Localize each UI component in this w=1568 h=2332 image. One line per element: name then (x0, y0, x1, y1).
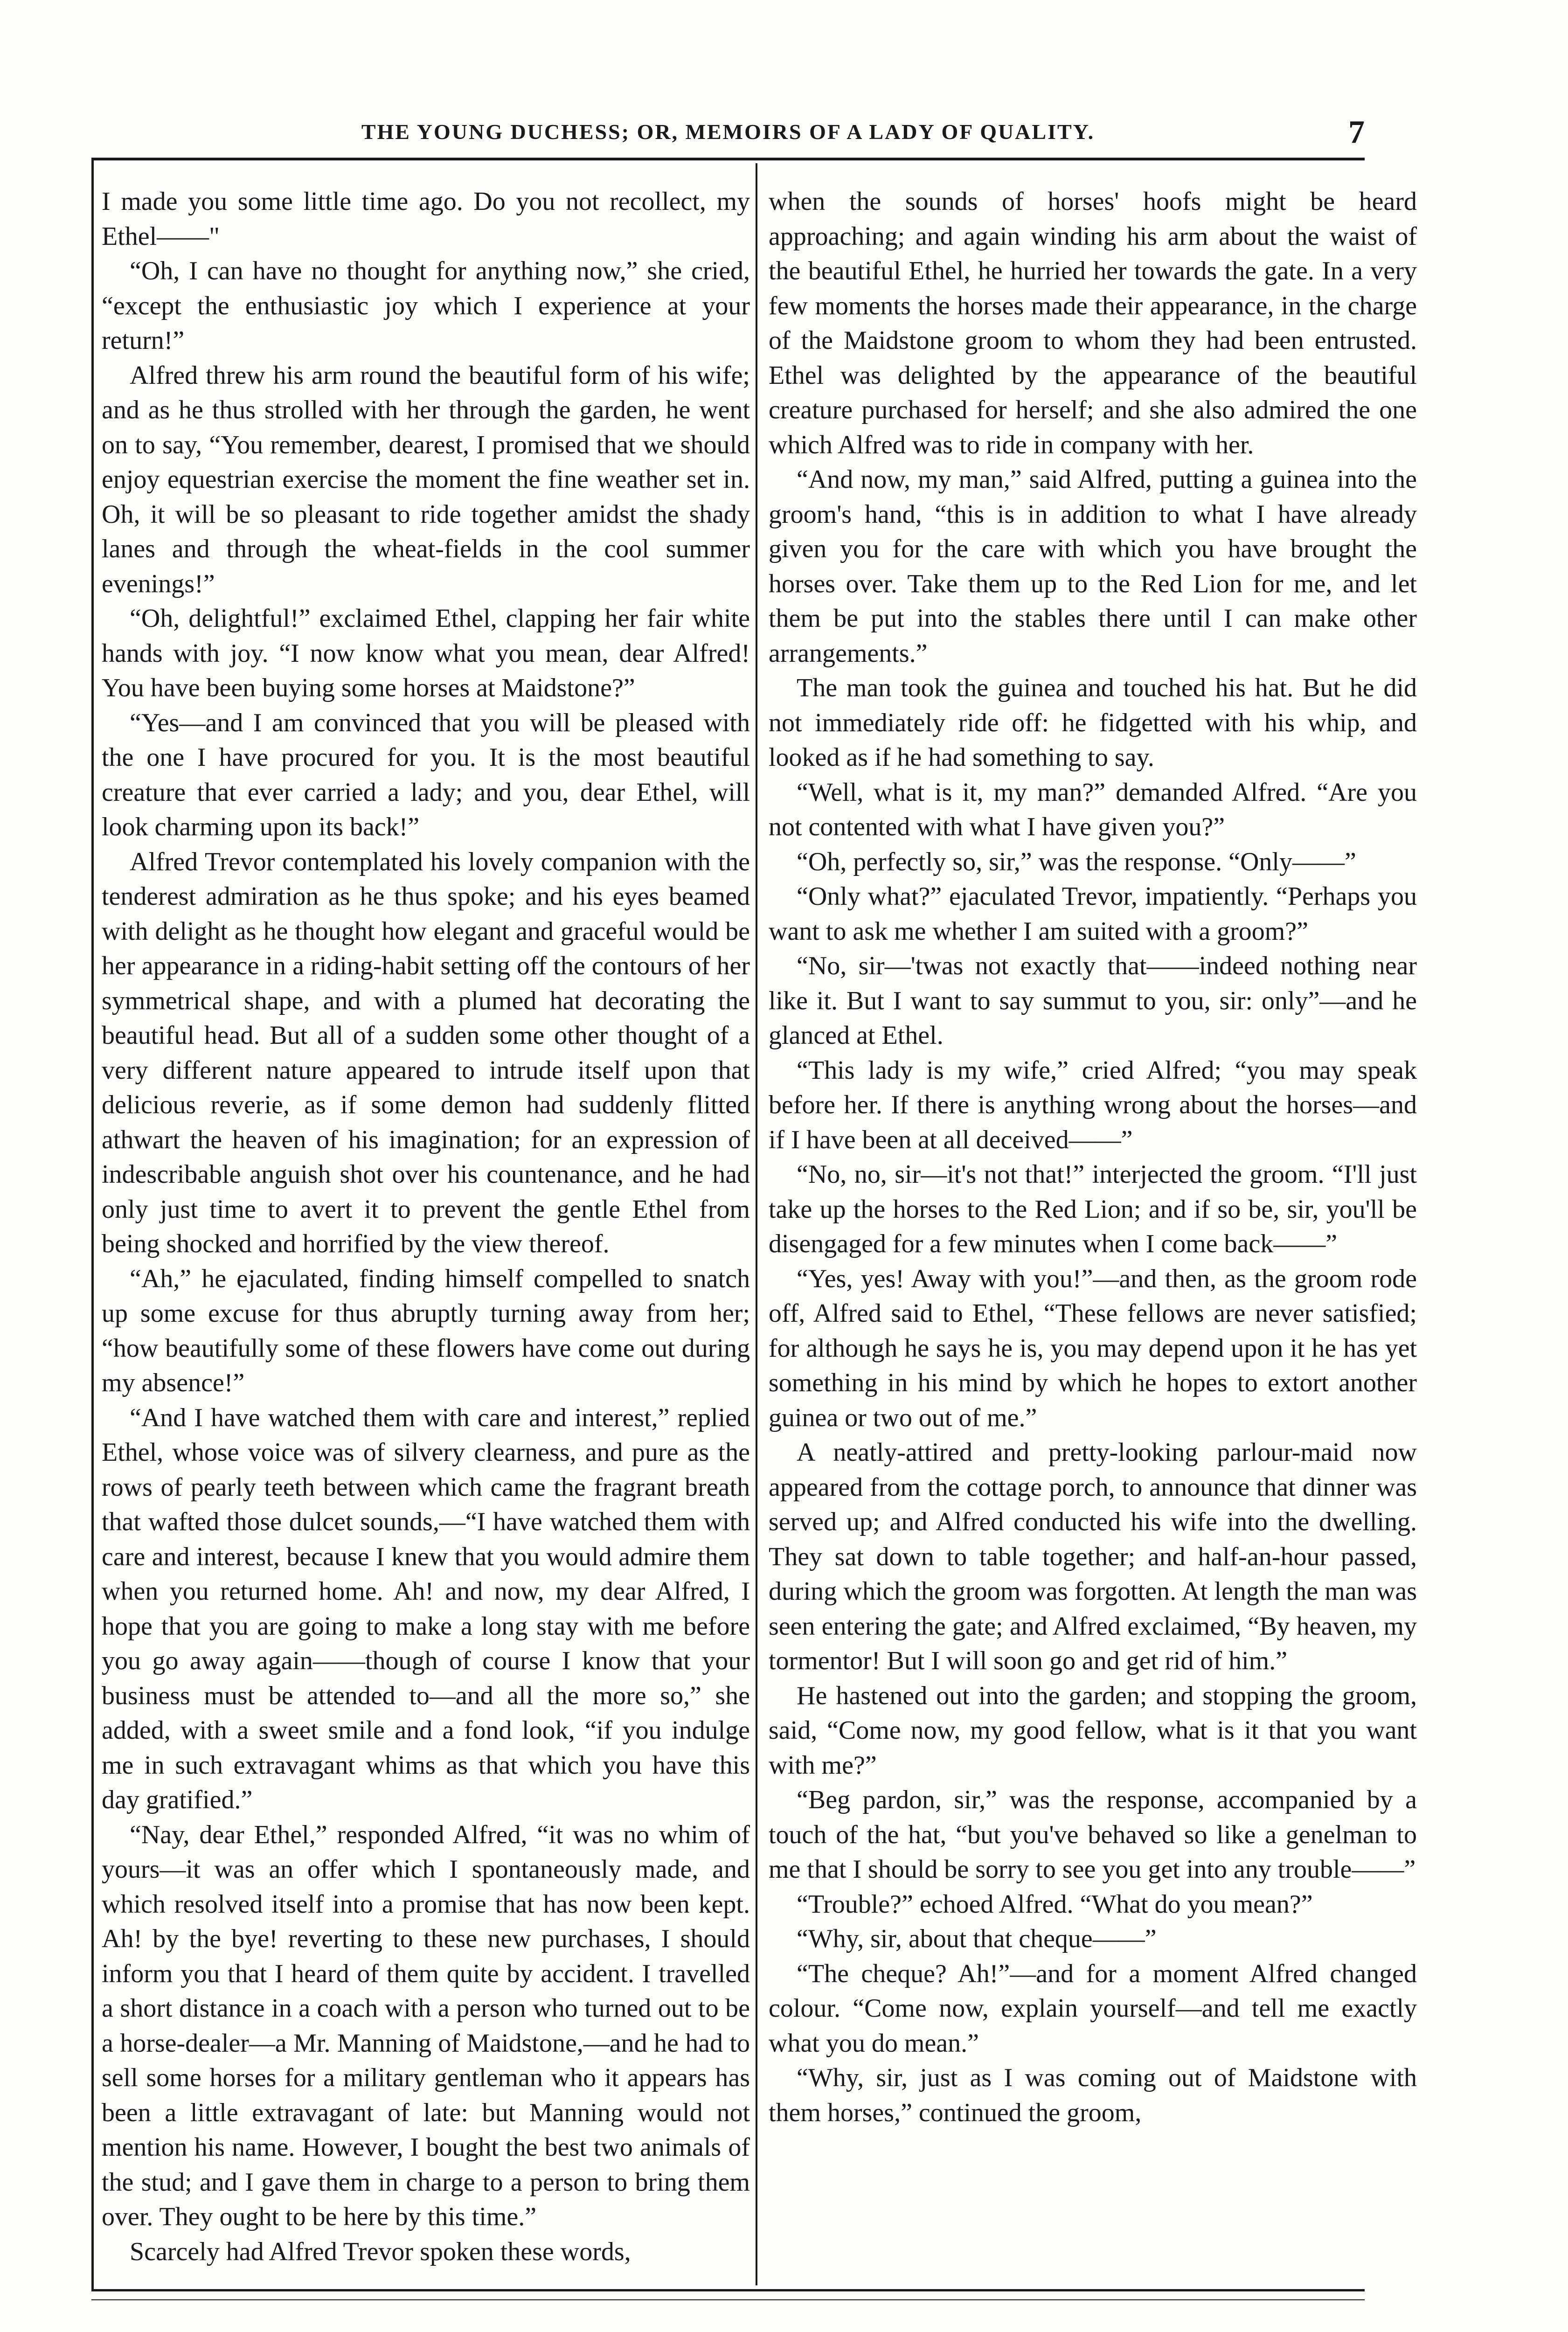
paragraph: “The cheque? Ah!”—and for a moment Alfred changed colour. “Come now, explain yourself—and tell me exactly what you do mean.” (769, 1959, 1417, 2058)
paragraph: “Why, sir, just as I was coming out of Maidstone with them horses,” continued the groom, (769, 2063, 1417, 2127)
left-column (102, 184, 750, 2269)
paragraph: He hastened out into the garden; and stopping the groom, said, “Come now, my good fellow, what is it that you want with me?” (769, 1681, 1417, 1780)
bottom-rule (91, 2289, 1365, 2291)
paragraph: “Only what?” ejaculated Trevor, impatiently. “Perhaps you want to ask me whether I am suited with a groom?” (769, 882, 1417, 946)
left-rule (91, 158, 94, 2289)
right-column (769, 184, 1417, 2130)
running-header (91, 114, 1365, 154)
paragraph: “Ah,” he ejaculated, finding himself compelled to snatch up some excuse for thus abruptly turning away from her; “how beautifully some of these flowers have come out during my absence!” (102, 1264, 750, 1397)
paragraph: “Oh, delightful!” exclaimed Ethel, clapping her fair white hands with joy. “I now know what you mean, dear Alfred! You have been buying some horses at Maidstone?” (102, 604, 750, 702)
paragraph: “Yes—and I am convinced that you will be pleased with the one I have procured for you. It is the most beautiful creature that ever carried a lady; and you, dear Ethel, will look charming upon its back!” (102, 708, 750, 841)
paragraph: Alfred Trevor contemplated his lovely companion with the tenderest admiration as he thus spoke; and his eyes beamed with delight as he thought how elegant and graceful would be her appearance in a riding-habit setting off the contours of her symmetrical shape, and with a plumed hat decorating the beautiful head. But all of a sudden some other thought of a very different nature appeared to intrude itself upon that delicious reverie, as if some demon had suddenly flitted athwart the heaven of his imagination; for an expression of indescribable anguish shot over his countenance, and he had only just time to avert it to prevent the gentle Ethel from being shocked and horrified by the view thereof. (102, 847, 750, 1258)
paragraph: Scarcely had Alfred Trevor spoken these words, (130, 2237, 631, 2266)
paragraph: “Trouble?” echoed Alfred. “What do you mean?” (797, 1889, 1313, 1919)
paragraph: “Beg pardon, sir,” was the response, accompanied by a touch of the hat, “but you've behaved so like a genelman to me that I should be sorry to see you get into any trouble——” (769, 1785, 1417, 1884)
paragraph: “Yes, yes! Away with you!”—and then, as the groom rode off, Alfred said to Ethel, “These fellows are never satisfied; for although he says he is, you may depend upon it he has yet something in his mind by which he hopes to extort another guinea or two out of me.” (769, 1264, 1417, 1432)
top-rule (91, 158, 1365, 160)
paragraph: A neatly-attired and pretty-looking parlour-maid now appeared from the cottage porch, to announce that dinner was served up; and Alfred conducted his wife into the dwelling. They sat down to table together; and half-an-hour passed, during which the groom was forgotten. At length the man was seen entering the gate; and Alfred exclaimed, “By heaven, my tormentor! But I will soon go and get rid of him.” (769, 1438, 1417, 1675)
paragraph: “Oh, I can have no thought for anything now,” she cried, “except the enthusiastic joy which I experience at your return!” (102, 257, 750, 355)
paragraph: “Nay, dear Ethel,” responded Alfred, “it was no whim of yours—it was an offer which I spontaneously made, and which resolved itself into a promise that has now been kept. Ah! by the bye! reverting to these new purchases, I should inform you that I heard of them quite by accident. I travelled a short distance in a coach with a person who turned out to be a horse-dealer—a Mr. Manning of Maidstone,—and he had to sell some horses for a military gentleman who it appears has been a little extravagant of late: but Manning would not mention his name. However, I bought the best two animals of the stud; and I gave them in charge to a person to bring them over. They ought to be here by this time.” (102, 1820, 750, 2231)
paragraph: “And now, my man,” said Alfred, putting a guinea into the groom's hand, “this is in addition to what I have already given you for the care with which you have brought the horses over. Take them up to the Red Lion for me, and let them be put into the stables there until I can make other arrangements.” (769, 465, 1417, 668)
paragraph: “Why, sir, about that cheque——” (797, 1924, 1157, 1953)
paragraph: “No, sir—'twas not exactly that——indeed nothing near like it. But I want to say summut to you, sir: only”—and he glanced at Ethel. (769, 951, 1417, 1050)
paragraph: when the sounds of horses' hoofs might be heard approaching; and again winding his arm about the waist of the beautiful Ethel, he hurried her towards the gate. In a very few moments the horses made their appearance, in the charge of the Maidstone groom to whom they had been entrusted. Ethel was delighted by the appearance of the beautiful creature purchased for herself; and she also admired the one which Alfred was to ride in company with her. (769, 187, 1417, 459)
paragraph: I made you some little time ago. Do you not recollect, my Ethel——" (102, 187, 750, 251)
running-title: THE YOUNG DUCHESS; OR, MEMOIRS OF A LADY OF QUALITY. (361, 120, 1095, 144)
paragraph: “Oh, perfectly so, sir,” was the response. “Only——” (797, 847, 1356, 876)
paragraph: “Well, what is it, my man?” demanded Alfred. “Are you not contented with what I have given you?” (769, 777, 1417, 841)
paragraph: “And I have watched them with care and interest,” replied Ethel, whose voice was of silvery clearness, and pure as the rows of pearly teeth between which came the fragrant breath that wafted those dulcet sounds,—“I have watched them with care and interest, because I knew that you would admire them when you returned home. Ah! and now, my dear Alfred, I hope that you are going to make a long stay with me before you go away again——though of course I know that your business must be attended to—and all the more so,” she added, with a sweet smile and a fond look, “if you indulge me in such extravagant whims as that which you have this day gratified.” (102, 1403, 750, 1814)
paragraph: “No, no, sir—it's not that!” interjected the groom. “I'll just take up the horses to the Red Lion; and if so be, sir, you'll be disengaged for a few minutes when I come back——” (769, 1160, 1417, 1258)
column-divider (756, 163, 757, 2285)
paragraph: The man took the guinea and touched his hat. But he did not immediately ride off: he fidgetted with his whip, and looked as if he had something to say. (769, 673, 1417, 772)
paragraph: “This lady is my wife,” cried Alfred; “you may speak before her. If there is anything wrong about the horses—and if I have been at all deceived——” (769, 1055, 1417, 1154)
paragraph: Alfred threw his arm round the beautiful form of his wife; and as he thus strolled with her through the garden, he went on to say, “You remember, dearest, I promised that we should enjoy equestrian exercise the moment the fine weather set in. Oh, it will be so pleasant to ride together amidst the shady lanes and through the wheat-fields in the cool summer evenings!” (102, 361, 750, 598)
bottom-rule-thin (91, 2299, 1365, 2300)
page-number: 7 (1348, 114, 1365, 150)
